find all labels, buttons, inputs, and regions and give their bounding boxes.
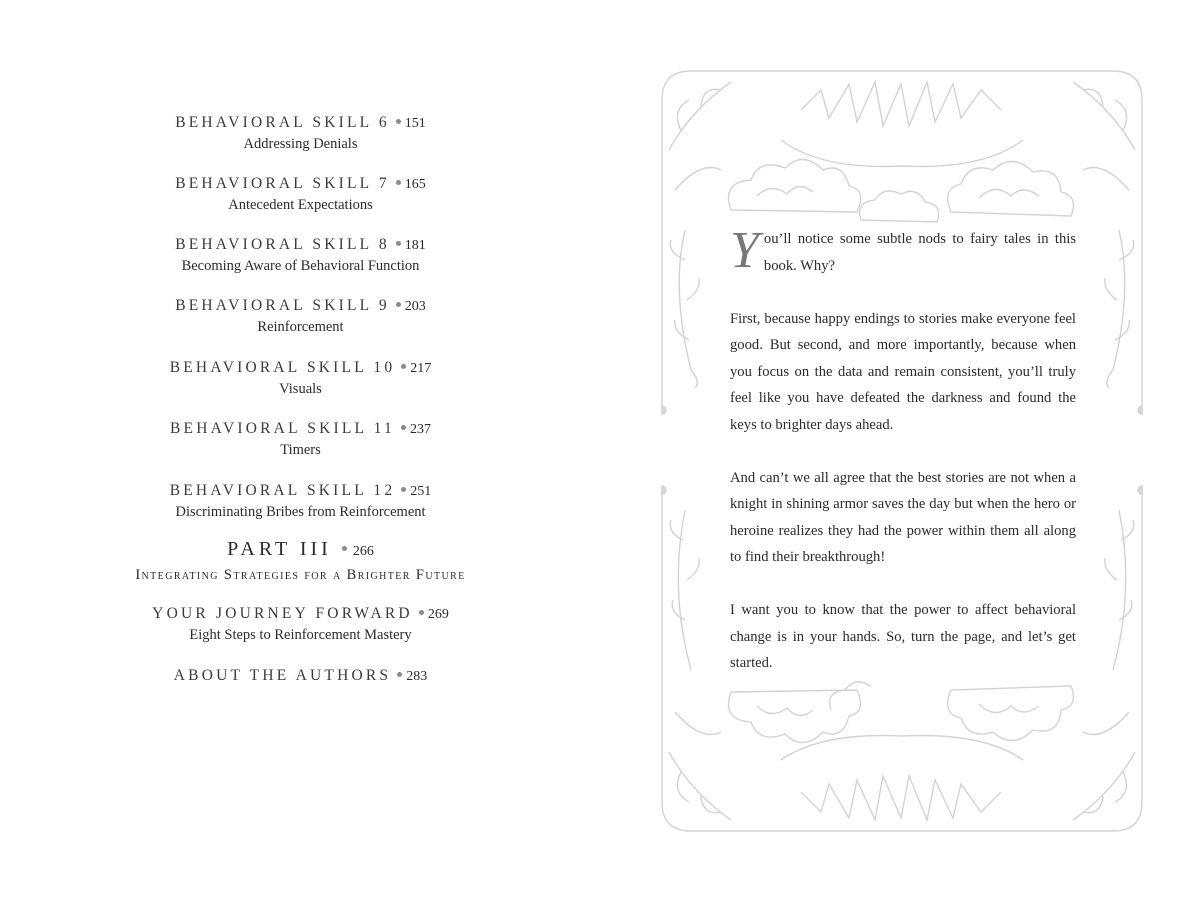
toc-heading: BEHAVIORAL SKILL 10	[169, 359, 396, 376]
intro-paragraph	[730, 222, 1076, 279]
bullet-icon	[396, 180, 401, 185]
bullet-icon	[396, 119, 401, 124]
part-subtitle: Integrating Strategies for a Brighter Future	[135, 567, 466, 583]
toc-entry	[0, 295, 601, 337]
toc-subtitle: Discriminating Bribes from Reinforcement	[175, 504, 426, 520]
toc-entry	[0, 418, 601, 460]
toc-entry	[0, 357, 601, 399]
toc-heading: BEHAVIORAL SKILL 11	[170, 420, 395, 437]
toc-page-number: 181	[404, 238, 426, 253]
paragraph-text: ou’ll notice some subtle nods to fairy tales in this book. Why?	[763, 231, 1076, 274]
toc-entry	[0, 665, 601, 688]
toc-subtitle: Becoming Aware of Behavioral Function	[181, 258, 420, 274]
toc-heading: ABOUT THE AUTHORS	[173, 667, 392, 684]
toc-entry	[0, 173, 601, 215]
intro-paragraph: And can’t we all agree that the best stories are not when a knight in shining armor saves the day but when the hero or heroine realizes they had the power within them all along to find their breakthrough!	[730, 469, 1076, 565]
toc-page-number: 251	[410, 484, 432, 499]
toc-page-number: 165	[404, 177, 426, 192]
toc-entry	[0, 112, 601, 154]
toc-entry	[0, 480, 601, 522]
bullet-icon	[396, 241, 401, 246]
toc-heading: BEHAVIORAL SKILL 6	[175, 114, 390, 131]
toc-heading: BEHAVIORAL SKILL 7	[175, 175, 390, 192]
bullet-icon	[401, 425, 406, 430]
toc-subtitle: Antecedent Expectations	[228, 197, 373, 213]
toc-entry	[0, 603, 601, 645]
toc-page-number: 237	[409, 422, 431, 437]
toc-subtitle: Timers	[280, 442, 321, 458]
part-heading: PART III	[227, 538, 332, 560]
bullet-icon	[397, 672, 402, 677]
intro-page	[601, 0, 1202, 900]
bullet-icon	[396, 302, 401, 307]
toc-subtitle: Addressing Denials	[243, 136, 358, 152]
intro-paragraph: First, because happy endings to stories make everyone feel good. But second, and more importantly, because when you focus on the data and remain consistent, you’ll truly feel like you have defeated the darkness and found the keys to brighter days ahead.	[730, 310, 1076, 433]
drop-cap: Y	[730, 222, 759, 279]
toc-page-number: 217	[410, 361, 432, 376]
toc-heading: BEHAVIORAL SKILL 9	[175, 297, 390, 314]
toc-part-entry	[0, 536, 601, 585]
toc-page-number: 269	[427, 607, 449, 622]
toc-heading: BEHAVIORAL SKILL 12	[169, 482, 396, 499]
toc-heading: YOUR JOURNEY FORWARD	[152, 605, 413, 622]
bullet-icon	[419, 610, 424, 615]
bullet-icon	[401, 487, 406, 492]
toc-subtitle: Visuals	[279, 381, 322, 397]
toc-page-number: 266	[352, 544, 374, 559]
intro-paragraph: I want you to know that the power to affect behavioral change is in your hands. So, turn the page, and let’s get started.	[730, 602, 1076, 671]
toc-subtitle: Reinforcement	[257, 319, 344, 335]
toc-entry	[0, 234, 601, 276]
toc-heading: BEHAVIORAL SKILL 8	[175, 236, 390, 253]
toc-page-number: 283	[406, 669, 428, 684]
toc-subtitle: Eight Steps to Reinforcement Mastery	[189, 627, 412, 643]
bullet-icon	[342, 546, 347, 551]
intro-text	[730, 222, 1076, 703]
toc-page-number: 203	[404, 299, 426, 314]
toc-page-number: 151	[404, 116, 426, 131]
bullet-icon	[401, 364, 406, 369]
